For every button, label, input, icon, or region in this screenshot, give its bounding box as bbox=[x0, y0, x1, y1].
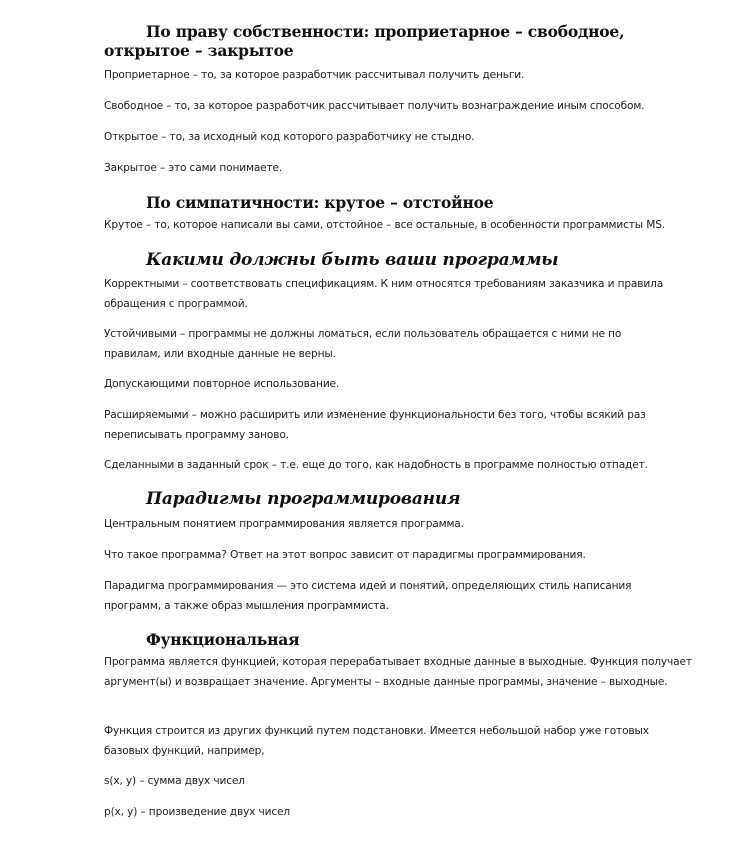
heading-functional: Функциональная bbox=[146, 630, 300, 649]
paragraph: Функция строится из других функций путем подстановки. Имеется небольшой набор уже готовых базовых функций, например, bbox=[104, 725, 649, 757]
paragraph: Расширяемыми – можно расширить или изменение функциональности без того, чтобы всякий раз переписывать программу заново. bbox=[104, 409, 646, 441]
paragraph: Парадигма программирования — это система идей и понятий, определяющих стиль написания программ, а также образ мышления программиста. bbox=[104, 580, 632, 612]
paragraph: Открытое – то, за исходный код которого разработчику не стыдно. bbox=[104, 131, 475, 143]
heading-paradigms: Парадигмы программирования bbox=[146, 489, 461, 509]
paragraph: p(x, y) – произведение двух чисел bbox=[104, 806, 291, 818]
paragraph: Допускающими повторное использование. bbox=[104, 378, 340, 390]
paragraph: Что такое программа? Ответ на этот вопрос зависит от парадигмы программирования. bbox=[104, 549, 586, 561]
paragraph: Закрытое – это сами понимаете. bbox=[104, 162, 283, 174]
heading-ownership: По праву собственности: проприетарное – свободное, открытое – закрытое bbox=[104, 22, 625, 60]
paragraph: Центральным понятием программирования является программа. bbox=[104, 518, 464, 530]
paragraph: Крутое – то, которое написали вы сами, отстойное – все остальные, в особенности программисты MS. bbox=[104, 219, 666, 231]
paragraph: Программа является функцией, которая перерабатывает входные данные в выходные. Функция получает аргумент(ы) и возвращает значение. Аргументы – входные данные программы, значение – выходные. bbox=[104, 656, 692, 688]
heading-what-programs-should-be: Какими должны быть ваши программы bbox=[146, 250, 559, 270]
paragraph: Корректными – соответствовать спецификациям. К ним относятся требованиям заказчика и правила обращения с программой. bbox=[104, 278, 664, 310]
paragraph: Проприетарное – то, за которое разработчик рассчитывал получить деньги. bbox=[104, 69, 525, 81]
paragraph: s(x, y) – сумма двух чисел bbox=[104, 775, 245, 787]
paragraph: Сделанными в заданный срок – т.е. еще до того, как надобность в программе полностью отпадет. bbox=[104, 459, 648, 471]
heading-sympathy: По симпатичности: крутое – отстойное bbox=[146, 193, 494, 212]
paragraph: Устойчивыми – программы не должны ломаться, если пользователь обращается с ними не по правилам, или входные данные не верны. bbox=[104, 328, 622, 360]
paragraph: Свободное – то, за которое разработчик рассчитывает получить вознаграждение иным способом. bbox=[104, 100, 645, 112]
